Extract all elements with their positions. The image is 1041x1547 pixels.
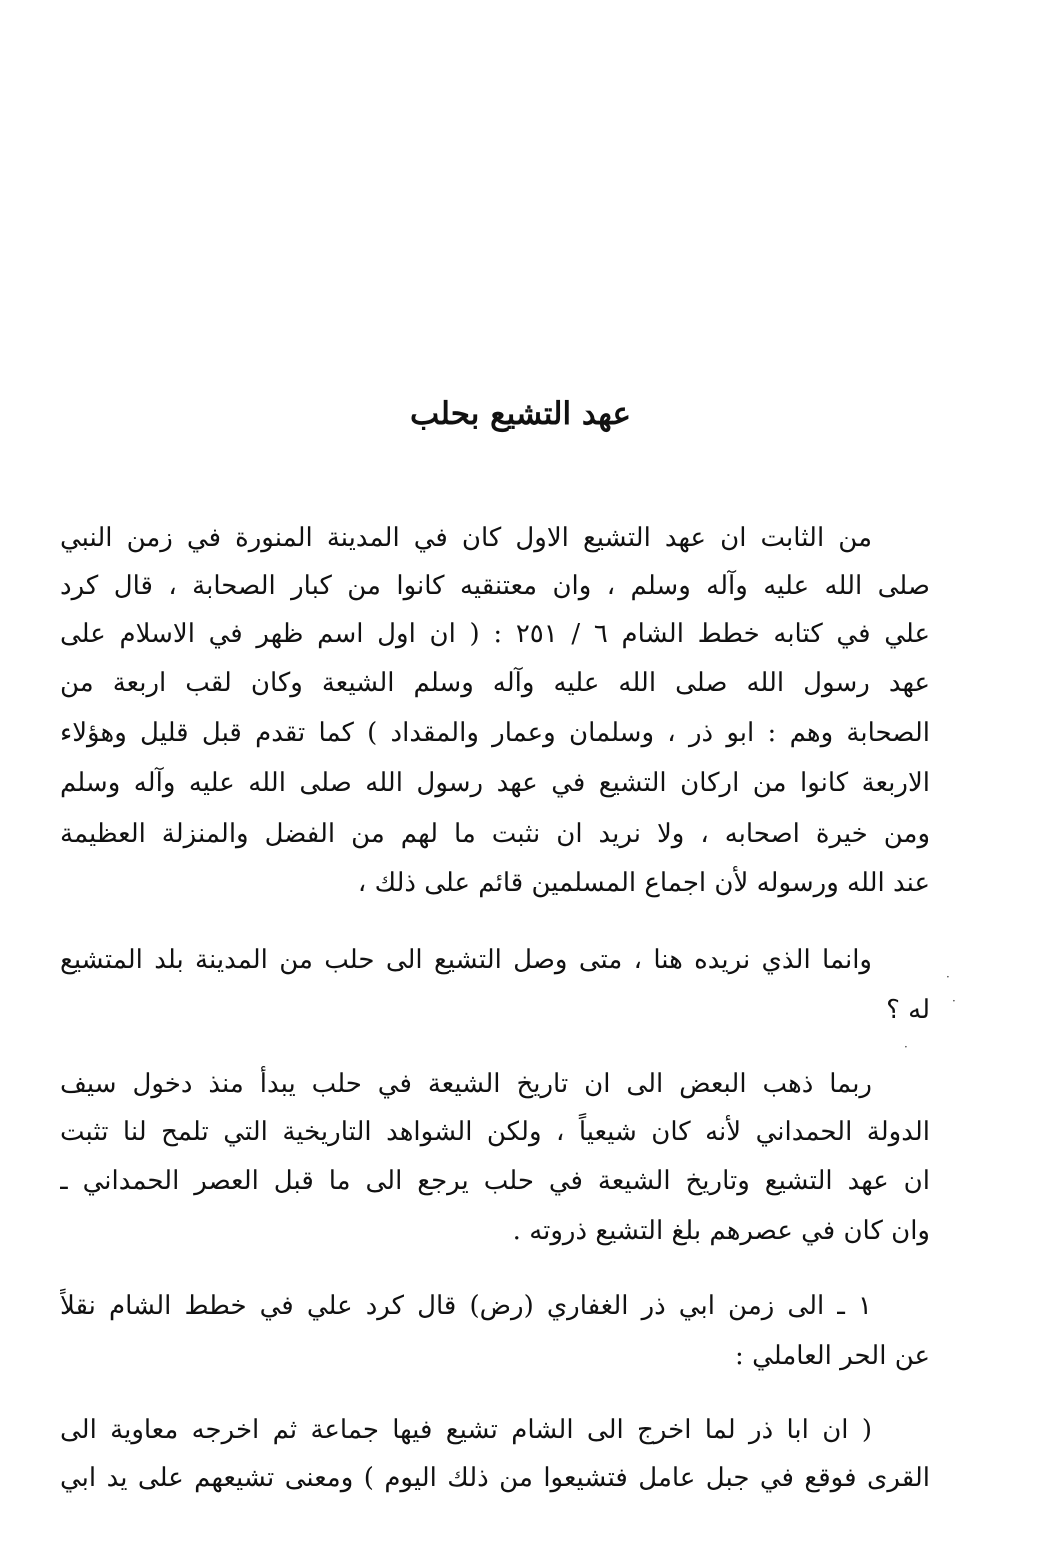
- paragraph-1-line-2: صلى الله عليه وآله وسلم ، وان معتنقيه كانوا من كبار الصحابة ، قال كرد: [60, 571, 930, 601]
- paragraph-1-line-4: عهد رسول الله صلى الله عليه وآله وسلم الشيعة وكان لقب اربعة من: [60, 668, 930, 698]
- paragraph-1-line-6: الاربعة كانوا من اركان التشيع في عهد رسول الله صلى الله عليه وآله وسلم: [60, 768, 930, 798]
- paragraph-1-line-7: ومن خيرة اصحابه ، ولا نريد ان نثبت ما لهم من الفضل والمنزلة العظيمة: [60, 819, 930, 849]
- paragraph-5-line-2: القرى فوقع في جبل عامل فتشيعوا من ذلك اليوم ) ومعنى تشيعهم على يد ابي: [60, 1463, 930, 1493]
- paragraph-4-line-1: ١ ـ الى زمن ابي ذر الغفاري (رض) قال كرد علي في خطط الشام نقلاً: [60, 1291, 872, 1321]
- paragraph-1-line-3: علي في كتابه خطط الشام ٦ / ٢٥١ : ( ان اول اسم ظهر في الاسلام على: [60, 619, 930, 649]
- paragraph-3-line-2: الدولة الحمداني لأنه كان شيعياً ، ولكن الشواهد التاريخية التي تلمح لنا تثبت: [60, 1117, 930, 1147]
- scan-speck: ·: [952, 994, 956, 1008]
- paragraph-1-line-8: عند الله ورسوله لأن اجماع المسلمين قائم على ذلك ،: [357, 868, 930, 898]
- paragraph-2-line-1: وانما الذي نريده هنا ، متى وصل التشيع الى حلب من المدينة بلد المتشيع: [60, 945, 872, 975]
- scan-speck: ·: [904, 1040, 908, 1054]
- paragraph-1-line-5: الصحابة وهم : ابو ذر ، وسلمان وعمار والمقداد ) كما تقدم قبل قليل وهؤلاء: [60, 718, 930, 748]
- paragraph-3-line-1: ربما ذهب البعض الى ان تاريخ الشيعة في حلب يبدأ منذ دخول سيف: [60, 1069, 872, 1099]
- paragraph-3-line-4: وان كان في عصرهم بلغ التشيع ذروته .: [512, 1216, 930, 1246]
- chapter-title: عهد التشيع بحلب: [410, 396, 631, 432]
- paragraph-5-line-1: ( ان ابا ذر لما اخرج الى الشام تشيع فيها جماعة ثم اخرجه معاوية الى: [60, 1415, 872, 1445]
- scan-speck: ·: [946, 970, 950, 984]
- paragraph-2-line-2: له ؟: [886, 995, 930, 1025]
- paragraph-1-line-1: من الثابت ان عهد التشيع الاول كان في المدينة المنورة في زمن النبي: [60, 523, 872, 553]
- paragraph-3-line-3: ان عهد التشيع وتاريخ الشيعة في حلب يرجع الى ما قبل العصر الحمداني ـ: [60, 1166, 930, 1196]
- paragraph-4-line-2: عن الحر العاملي :: [735, 1341, 930, 1371]
